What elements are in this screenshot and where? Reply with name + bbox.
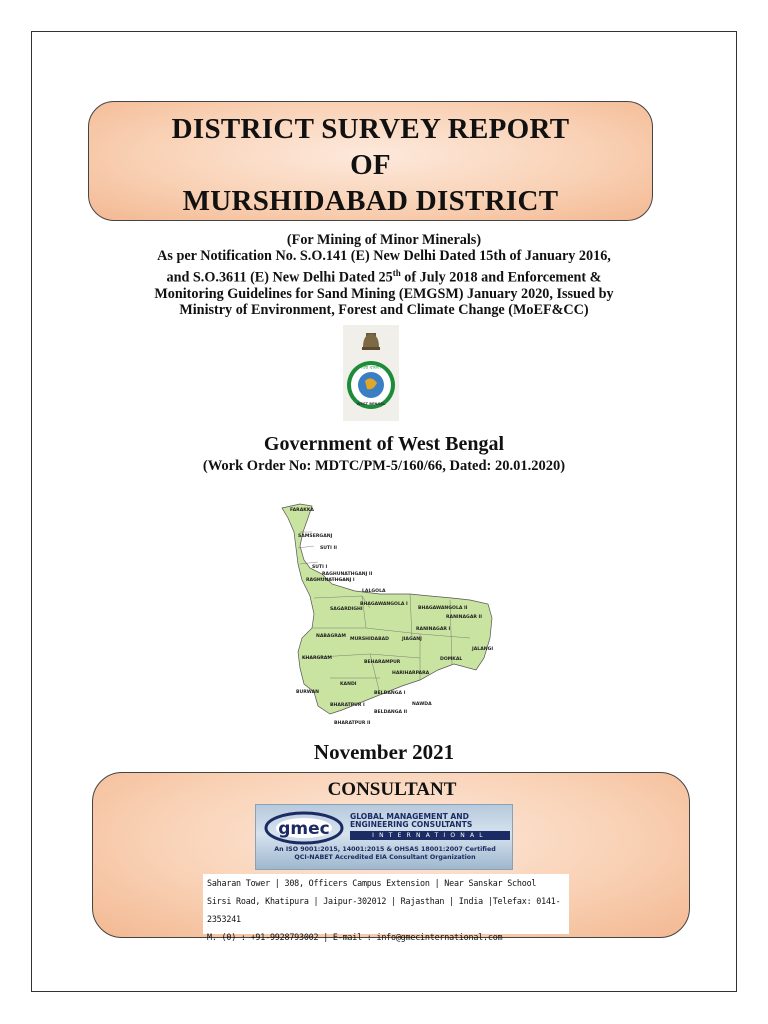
notification-text	[60, 232, 708, 319]
map-label: BELDANGA I	[374, 691, 406, 696]
company-international: INTERNATIONAL	[350, 831, 510, 840]
report-title-line2: OF	[350, 149, 391, 181]
map-label: SAGARDIGHI	[330, 607, 363, 612]
map-label: DOMKAL	[440, 657, 463, 662]
map-label: SUTI I	[312, 565, 328, 570]
map-label: BEHARAMPUR	[364, 660, 401, 665]
map-label: JIAGANJ	[402, 637, 422, 642]
map-label: NAWDA	[412, 702, 432, 707]
company-certification: An ISO 9001:2015, 14001:2015 & OHSAS 18001:2007 Certified QCI-NABET Accredited EIA Consultant Organization	[274, 846, 496, 861]
company-name: GLOBAL MANAGEMENT AND ENGINEERING CONSULTANTS	[350, 812, 473, 830]
gmec-logo-icon	[258, 807, 352, 847]
notification-line3: and S.O.3611 (E) New Delhi Dated 25th of July 2018 and Enforcement &	[166, 267, 602, 286]
map-label: BHARATPUR I	[330, 703, 365, 708]
map-label: SUTI II	[320, 546, 337, 551]
map-label: HARIHARPARA	[392, 671, 430, 676]
report-title-line1: DISTRICT SURVEY REPORT	[171, 113, 570, 145]
address-line3: M. (0) : +91-9928793002 | E-mail : info@gmecinternational.com	[207, 932, 503, 942]
map-label: JALANGI	[472, 647, 494, 652]
map-label: RANINAGAR II	[446, 615, 482, 620]
notification-line1: (For Mining of Minor Minerals)	[286, 232, 482, 248]
address-line2: Sirsi Road, Khatipura | Jaipur-302012 | Rajasthan | India |Telefax: 0141-2353241	[207, 896, 561, 924]
map-label: SAMSERGANJ	[298, 534, 333, 539]
map-label: BHAGAWANGOLA I	[360, 602, 408, 607]
map-label: RAGHUNATHGANJ II	[322, 572, 373, 577]
government-emblem	[343, 325, 399, 421]
consultant-box	[92, 772, 690, 942]
svg-text:WEST BENGAL: WEST BENGAL	[356, 402, 386, 406]
notification-line4: Monitoring Guidelines for Sand Mining (EMGSM) January 2020, Issued by	[154, 285, 614, 302]
district-map	[270, 488, 520, 728]
map-label: BURWAN	[296, 690, 320, 695]
map-label: KHARGRAM	[302, 656, 332, 661]
map-label: KANDI	[340, 682, 357, 687]
emblem-icon	[343, 325, 399, 421]
consultant-address	[203, 874, 569, 942]
consultant-label: CONSULTANT	[327, 779, 457, 800]
report-title-line3: MURSHIDABAD DISTRICT	[182, 185, 559, 217]
map-label: MURSHIDABAD	[350, 637, 389, 642]
map-label: RANINAGAR I	[416, 627, 451, 632]
notification-line5: Ministry of Environment, Forest and Climate Change (MoEF&CC)	[179, 302, 589, 319]
report-date: November 2021	[313, 740, 455, 764]
address-line1: Saharan Tower | 308, Officers Campus Extension | Near Sanskar School	[207, 878, 537, 888]
notification-line2: As per Notification No. S.O.141 (E) New Delhi Dated 15th of January 2016,	[157, 248, 611, 265]
map-label: NABAGRAM	[316, 634, 346, 639]
svg-text:gmec: gmec	[278, 819, 330, 839]
report-title-box	[88, 101, 653, 221]
map-label: FARAKKA	[290, 508, 314, 513]
svg-text:বিশ্ব বাংলা: বিশ্ব বাংলা	[360, 365, 382, 371]
map-label: BHAGAWANGOLA II	[418, 606, 468, 611]
government-title: Government of West Bengal	[263, 433, 505, 455]
map-label: BELDANGA II	[374, 710, 408, 715]
work-order: (Work Order No: MDTC/PM-5/160/66, Dated: 20.01.2020)	[202, 458, 566, 474]
map-label: LALGOLA	[362, 589, 386, 594]
map-label: BHARATPUR II	[334, 721, 371, 726]
map-label: RAGHUNATHGANJ I	[306, 578, 355, 583]
consultant-logo	[255, 804, 513, 870]
